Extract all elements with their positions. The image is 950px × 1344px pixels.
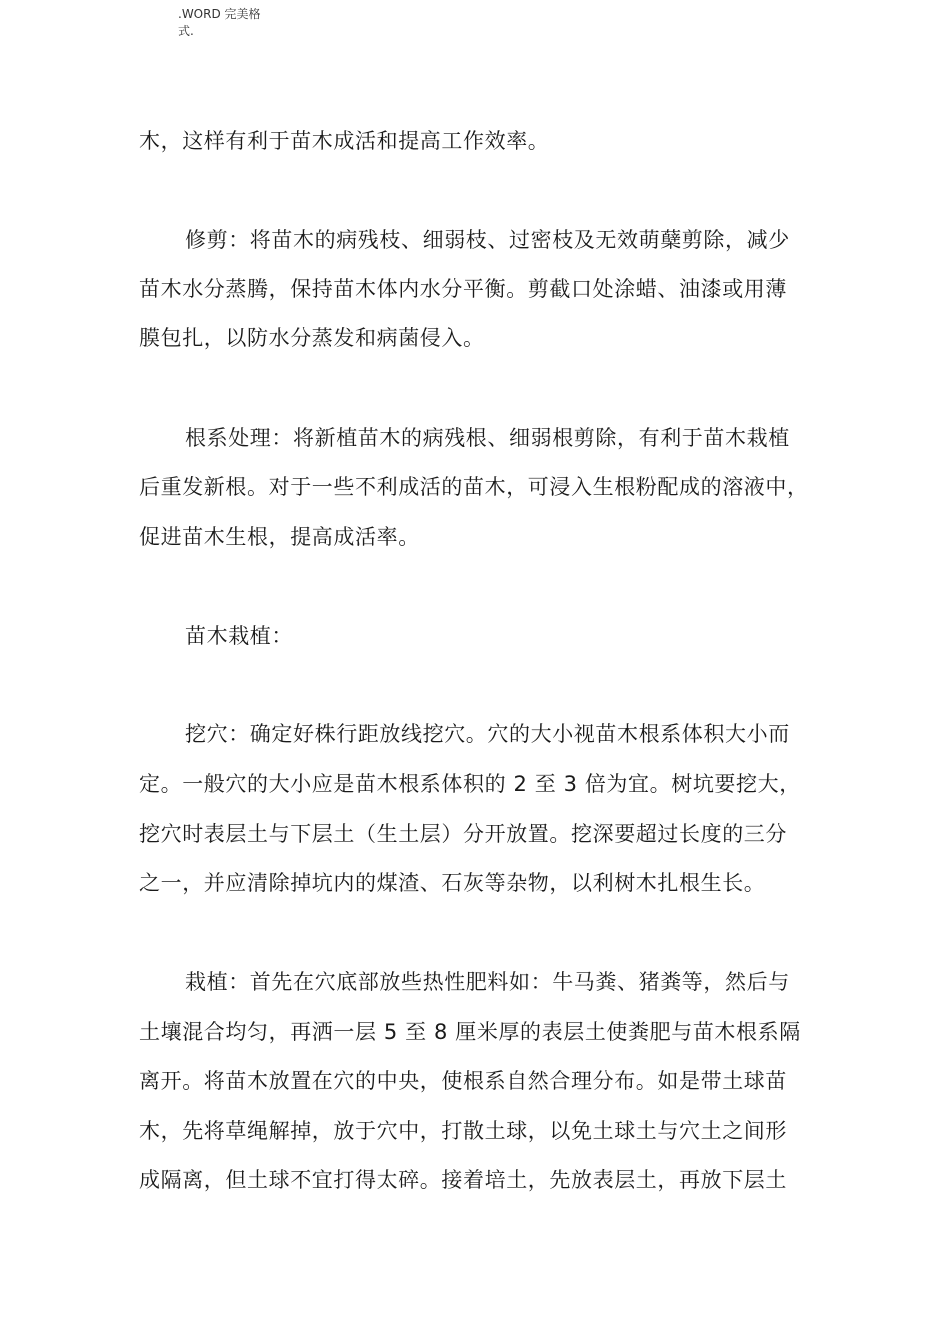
paragraph-3-line-2: 后重发新根。对于一些不利成活的苗木，可浸入生根粉配成的溶液中， <box>139 475 809 499</box>
paragraph-2-line-1: 修剪：将苗木的病残枝、细弱枝、过密枝及无效萌蘖剪除，减少 <box>185 228 790 252</box>
paragraph-3-line-1: 根系处理：将新植苗木的病残根、细弱根剪除，有利于苗木栽植 <box>185 426 790 450</box>
paragraph-3-line-3: 促进苗木生根，提高成活率。 <box>139 525 420 549</box>
paragraph-6-line-5: 成隔离，但土球不宜打得太碎。接着培土，先放表层土，再放下层土 <box>139 1168 787 1192</box>
paragraph-6-line-4: 木，先将草绳解掉，放于穴中，打散土球，以免土球土与穴土之间形 <box>139 1119 787 1143</box>
section-heading-planting: 苗木栽植： <box>185 624 293 648</box>
paragraph-5-line-4: 之一，并应清除掉坑内的煤渣、石灰等杂物，以利树木扎根生长。 <box>139 871 766 895</box>
paragraph-2-line-3: 膜包扎，以防水分蒸发和病菌侵入。 <box>139 326 485 350</box>
paragraph-2-line-2: 苗木水分蒸腾，保持苗木体内水分平衡。剪截口处涂蜡、油漆或用薄 <box>139 277 787 301</box>
paragraph-6-line-2: 土壤混合均匀，再洒一层 5 至 8 厘米厚的表层土使粪肥与苗木根系隔 <box>139 1020 801 1044</box>
paragraph-5-line-3: 挖穴时表层土与下层土（生土层）分开放置。挖深要超过长度的三分 <box>139 822 787 846</box>
paragraph-5-line-2: 定。一般穴的大小应是苗木根系体积的 2 至 3 倍为宜。树坑要挖大， <box>139 772 801 796</box>
header-line-1: .WORD 完美格 <box>178 7 261 21</box>
page-header <box>178 6 288 40</box>
paragraph-6-line-1: 栽植：首先在穴底部放些热性肥料如：牛马粪、猪粪等，然后与 <box>185 970 790 994</box>
header-line-2: 式. <box>178 24 194 38</box>
paragraph-1-line-1: 木，这样有利于苗木成活和提高工作效率。 <box>139 129 550 153</box>
paragraph-5-line-1: 挖穴：确定好株行距放线挖穴。穴的大小视苗木根系体积大小而 <box>185 722 790 746</box>
paragraph-6-line-3: 离开。将苗木放置在穴的中央，使根系自然合理分布。如是带土球苗 <box>139 1069 787 1093</box>
